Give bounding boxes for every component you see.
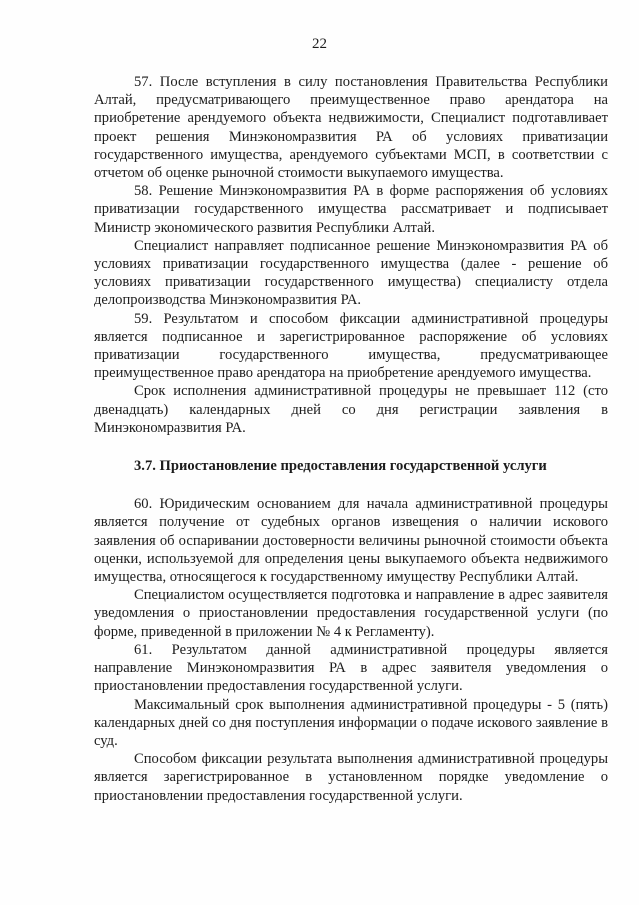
paragraph-61-deadline: Максимальный срок выполнения административной процедуры - 5 (пять) календарных дней со дня поступления информации о подаче искового заявление в суд. bbox=[94, 696, 608, 749]
spacer bbox=[94, 437, 608, 457]
paragraph-59-deadline: Срок исполнения административной процедуры не превышает 112 (сто двенадцать) календарных дней со дня регистрации заявления в Минэкономразвития РА. bbox=[94, 383, 608, 436]
section-heading-3-7: 3.7. Приостановление предоставления государственной услуги bbox=[134, 458, 547, 475]
paragraph-60-notice: Специалистом осуществляется подготовка и направление в адрес заявителя уведомления о приостановлении предоставления государственной услуги (по форме, приведенной в приложении № 4 к Регламенту). bbox=[94, 587, 608, 640]
paragraph-61-fixation: Способом фиксации результата выполнения административной процедуры является зарегистрированное в установленном порядке уведомление о приостановлении предоставления государственной услуги. bbox=[94, 751, 608, 804]
paragraph-58-continued: Специалист направляет подписанное решение Минэкономразвития РА об условиях приватизации государственного имущества (далее - решение об условиях приватизации государственного имущества) специалисту отдела делопроизводства Минэкономразвития РА. bbox=[94, 237, 608, 309]
page-number: 22 bbox=[312, 36, 327, 52]
spacer bbox=[94, 475, 608, 495]
document-body bbox=[94, 73, 608, 805]
paragraph-58: 58. Решение Минэкономразвития РА в форме распоряжения об условиях приватизации государственного имущества рассматривает и подписывает Министр экономического развития Республики Алтай. bbox=[94, 183, 608, 236]
paragraph-57: 57. После вступления в силу постановления Правительства Республики Алтай, предусматривающего преимущественное право арендатора на приобретение арендуемого объекта недвижимости, Специалист подготавливает проект решения Минэкономразвития РА об условиях приватизации государственного имущества, арендуемого субъектами МСП, в соответствии с отчетом об оценке рыночной стоимости выкупаемого имущества. bbox=[94, 74, 608, 182]
paragraph-60: 60. Юридическим основанием для начала административной процедуры является получение от судебных органов извещения о наличии искового заявления об оспаривании достоверности величины рыночной стоимости объекта оценки, используемой для определения цены выкупаемого объекта недвижимого имущества, относящегося к государственному имуществу Республики Алтай. bbox=[94, 496, 608, 586]
paragraph-61: 61. Результатом данной административной процедуры является направление Минэкономразвития РА в адрес заявителя уведомления о приостановлении предоставления государственной услуги. bbox=[94, 641, 608, 695]
paragraph-59: 59. Результатом и способом фиксации административной процедуры является подписанное и зарегистрированное распоряжение об условиях приватизации государственного имущества, предусматривающее преимущественное право арендатора на приобретение арендуемого имущества. bbox=[94, 310, 608, 382]
